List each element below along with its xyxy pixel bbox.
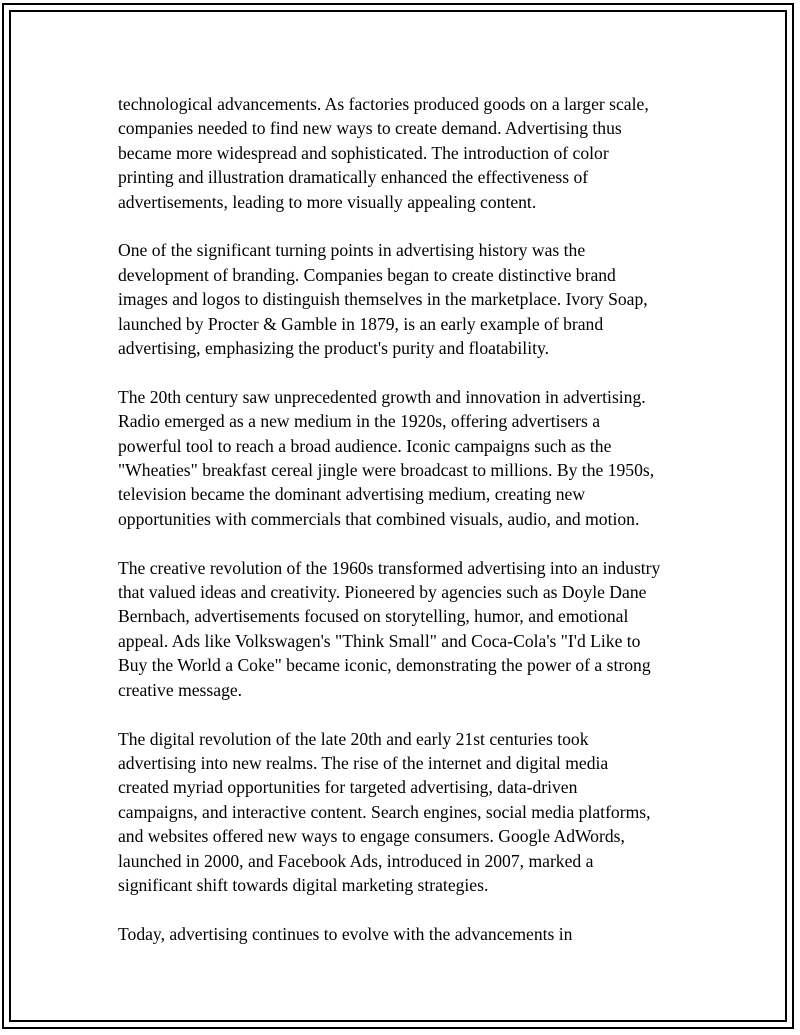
text-line: created myriad opportunities for targeted advertising, data-driven <box>118 777 578 798</box>
text-line: television became the dominant advertising medium, creating new <box>118 484 586 505</box>
paragraph-creative-revolution <box>118 556 698 702</box>
text-line: companies needed to find new ways to create demand. Advertising thus <box>118 118 622 139</box>
text-line: and websites offered new ways to engage consumers. Google AdWords, <box>118 826 625 847</box>
text-line: Radio emerged as a new medium in the 1920s, offering advertisers a <box>118 411 601 432</box>
text-line: development of branding. Companies began to create distinctive brand <box>118 264 616 285</box>
text-line: campaigns, and interactive content. Search engines, social media platforms, <box>118 801 651 822</box>
text-line: The 20th century saw unprecedented growth and innovation in advertising. <box>118 386 646 407</box>
paragraph-industrial-advertising <box>118 92 698 214</box>
text-line: technological advancements. As factories produced goods on a larger scale, <box>118 94 649 114</box>
text-line: powerful tool to reach a broad audience. Iconic campaigns such as the <box>118 435 612 456</box>
paragraph-digital-revolution <box>118 727 698 898</box>
text-line: "Wheaties" breakfast cereal jingle were broadcast to millions. By the 1950s, <box>118 460 655 481</box>
text-line: Bernbach, advertisements focused on storytelling, humor, and emotional <box>118 606 629 627</box>
text-line: launched by Procter & Gamble in 1879, is an early example of brand <box>118 313 604 334</box>
paragraph-today <box>118 922 698 946</box>
paragraph-20th-century <box>118 385 698 531</box>
text-line: opportunities with commercials that combined visuals, audio, and motion. <box>118 508 640 529</box>
text-line: One of the significant turning points in advertising history was the <box>118 240 586 261</box>
text-line: launched in 2000, and Facebook Ads, introduced in 2007, marked a <box>118 850 594 871</box>
text-line: became more widespread and sophisticated. The introduction of color <box>118 142 609 163</box>
text-line: significant shift towards digital marketing strategies. <box>118 874 489 895</box>
text-line: The creative revolution of the 1960s transformed advertising into an industry <box>118 557 661 578</box>
text-line: advertisements, leading to more visually appealing content. <box>118 191 537 212</box>
text-line: printing and illustration dramatically enhanced the effectiveness of <box>118 167 589 188</box>
text-line: images and logos to distinguish themselves in the marketplace. Ivory Soap, <box>118 289 648 310</box>
document-body <box>118 92 698 971</box>
text-line: The digital revolution of the late 20th and early 21st centuries took <box>118 728 589 749</box>
text-line: Today, advertising continues to evolve with the advancements in <box>118 923 573 944</box>
text-line: that valued ideas and creativity. Pioneered by agencies such as Doyle Dane <box>118 582 647 603</box>
text-line: creative message. <box>118 679 243 700</box>
text-line: advertising into new realms. The rise of the internet and digital media <box>118 752 609 773</box>
text-line: advertising, emphasizing the product's purity and floatability. <box>118 338 550 359</box>
text-line: Buy the World a Coke" became iconic, demonstrating the power of a strong <box>118 655 651 676</box>
paragraph-branding <box>118 238 698 360</box>
text-line: appeal. Ads like Volkswagen's "Think Small" and Coca-Cola's "I'd Like to <box>118 630 641 651</box>
